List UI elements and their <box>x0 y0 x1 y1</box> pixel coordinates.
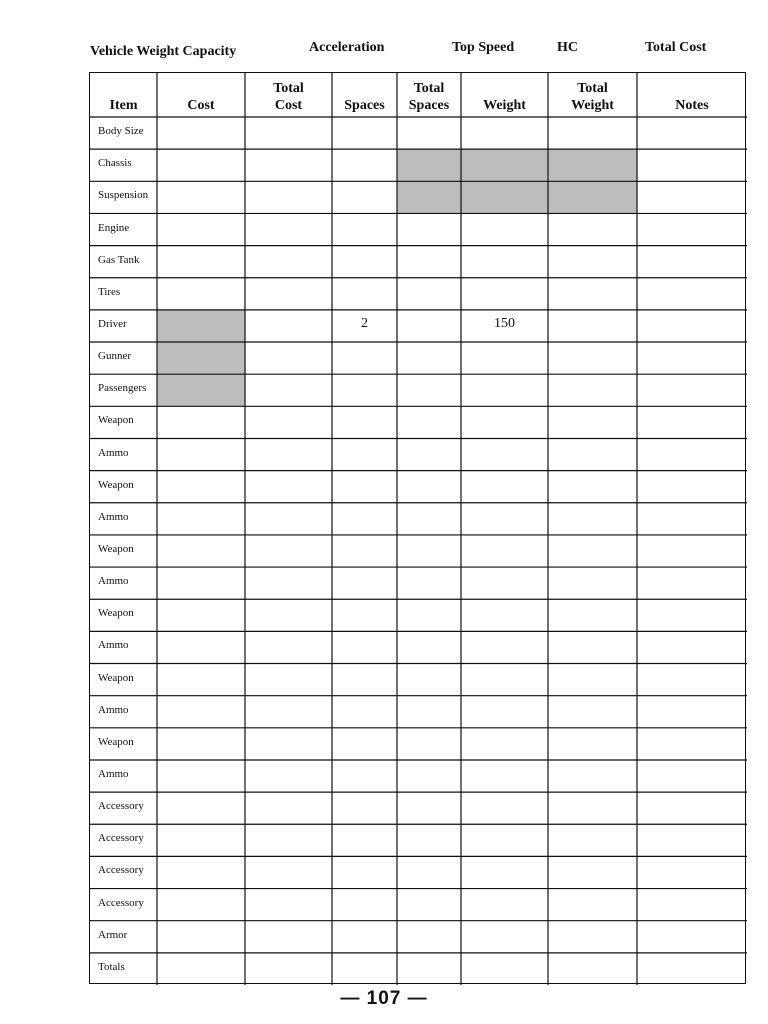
row-label: Chassis <box>98 157 132 170</box>
header-field-acceleration: Acceleration <box>309 40 385 55</box>
row-label: Accessory <box>98 864 144 877</box>
header-field-top-speed: Top Speed <box>452 40 515 55</box>
row-label: Weapon <box>98 478 134 491</box>
column-header-total-cost <box>245 73 332 114</box>
column-header-line: Notes <box>675 98 709 113</box>
row-label: Accessory <box>98 832 144 845</box>
shaded-cell <box>157 342 245 374</box>
row-label: Weapon <box>98 414 134 427</box>
header-field-total-cost: Total Cost <box>645 40 707 55</box>
row-label: Accessory <box>98 800 144 813</box>
row-label: Gas Tank <box>98 253 140 266</box>
cell-value: 2 <box>361 315 368 331</box>
column-header-notes <box>637 73 747 114</box>
row-label: Ammo <box>98 575 129 588</box>
row-label: Accessory <box>98 896 144 909</box>
column-header-line: Cost <box>274 98 303 113</box>
page-number: — 107 — <box>340 988 428 1009</box>
column-header-line: Total <box>577 81 608 96</box>
shaded-cell <box>157 310 245 342</box>
column-header-line: Total <box>273 81 304 96</box>
shaded-cell <box>461 149 548 181</box>
shaded-cell <box>397 181 461 213</box>
column-header-spaces <box>332 73 397 114</box>
header-field-hc: HC <box>557 40 578 55</box>
shaded-cell <box>548 149 637 181</box>
row-label: Passengers <box>98 382 147 395</box>
column-header-line: Total <box>413 81 445 96</box>
row-label: Driver <box>98 317 127 330</box>
row-label: Ammo <box>98 510 129 523</box>
column-header-total-spaces <box>397 73 461 114</box>
column-header-line: Item <box>109 98 138 113</box>
table-grid <box>90 73 747 985</box>
cell-value: 150 <box>494 315 515 331</box>
column-header-cost <box>157 73 245 114</box>
column-header-line: Weight <box>571 98 614 113</box>
column-header-item <box>90 73 157 114</box>
row-label: Weapon <box>98 735 134 748</box>
row-label: Weapon <box>98 607 134 620</box>
vehicle-table <box>89 72 746 984</box>
row-label: Body Size <box>98 125 144 138</box>
row-label: Gunner <box>98 350 131 363</box>
row-label: Ammo <box>98 703 129 716</box>
row-label: Engine <box>98 221 130 234</box>
shaded-cell <box>548 181 637 213</box>
row-label: Ammo <box>98 768 129 781</box>
row-label: Ammo <box>98 446 129 459</box>
shaded-cell <box>157 374 245 406</box>
row-label: Ammo <box>98 639 129 652</box>
shaded-cell <box>397 149 461 181</box>
row-label: Tires <box>98 285 121 298</box>
header-field-vehicle-weight-capacity: Vehicle Weight Capacity <box>90 44 237 59</box>
column-header-line: Spaces <box>344 98 385 113</box>
column-header-line: Cost <box>187 98 215 113</box>
row-label: Weapon <box>98 671 134 684</box>
shaded-cell <box>461 181 548 213</box>
column-header-total-weight <box>548 73 637 114</box>
row-label: Totals <box>98 960 125 973</box>
row-label: Suspension <box>98 189 149 202</box>
column-header-line: Weight <box>483 98 526 113</box>
column-header-line: Spaces <box>408 98 450 113</box>
row-label: Weapon <box>98 543 134 555</box>
column-header-weight <box>461 73 548 114</box>
row-label: Armor <box>98 928 128 941</box>
